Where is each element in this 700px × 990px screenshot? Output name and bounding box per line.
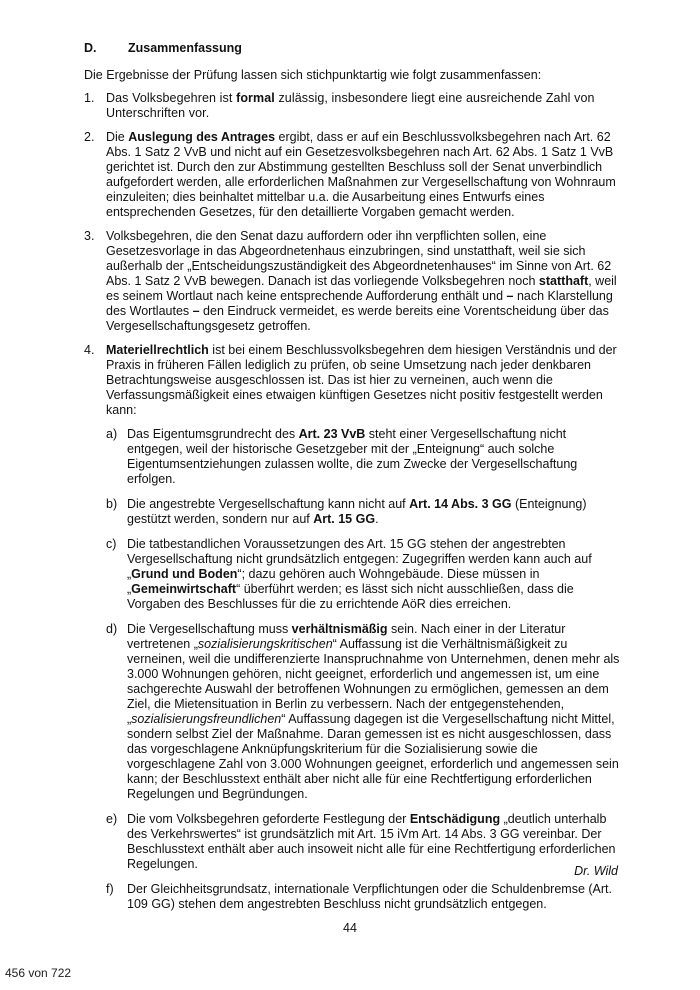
summary-item-4 [84, 343, 620, 912]
subitem-letter: d) [106, 622, 118, 636]
item-text: Das Volksbegehren ist formal zulässig, insbesondere liegt eine ausreichende Zahl von Unterschriften vor. [106, 91, 595, 120]
section-number: D. [84, 41, 97, 55]
subitem-f [106, 882, 620, 912]
subitem-text: Die Vergesellschaftung muss verhältnismäßig sein. Nach einer in der Literatur vertretenen „sozialisierungskritischen“ Auffassung ist die Verhältnismäßigkeit zu verneinen, weil die undifferenzierte Inanspruchnahme von Unternehmen, denen mehr als 3.000 Wohnungen gehören, nicht geeignet, erforderlich und angemessen ist, um eine sachgerechte Auswahl der betroffenen Wohnungen zu ermöglichen, gemessen an dem Ziel, die Mietensituation in Berlin zu verbessern. Nach der entgegenstehenden, „sozialisierungsfreundlichen“ Auffassung dagegen ist die Vergesellschaftung nicht Mittel, sondern selbst Ziel der Maßnahme. Daran gemessen ist es nicht ausgeschlossen, dass das vorgeschlagene Anknüpfungskriterium für die Sozialisierung sowie die vorgeschlagene Zahl von 3.000 Wohnungen geeignet, erforderlich und angemessen sein kann; der Beschlusstext enthält aber nicht alle für eine Rechtfertigung erforderlichen Regelungen und Begründungen. [127, 622, 620, 801]
section-title: Zusammenfassung [128, 41, 242, 55]
subitem-text: Die vom Volksbegehren geforderte Festlegung der Entschädigung „deutlich unterhalb des Verkehrswertes“ ist grundsätzlich mit Art. 15 iVm Art. 14 Abs. 3 GG vereinbar. Der Beschlusstext enthält aber auch insoweit nicht alle für eine Rechtfertigung erforderlichen Regelungen. [127, 812, 616, 871]
author-signature: Dr. Wild [574, 864, 618, 878]
summary-item-3 [84, 229, 620, 334]
item-number: 2. [84, 130, 95, 144]
section-heading [84, 41, 242, 55]
summary-list [84, 91, 620, 922]
summary-item-1 [84, 91, 620, 121]
subitem-text: Die tatbestandlichen Voraussetzungen des Art. 15 GG stehen der angestrebten Vergesellschaftung nicht grundsätzlich entgegen: Zugegriffen werden kann auch auf „Grund und Boden“; dazu gehören auch Wohngebäude. Diese müssen in „Gemeinwirtschaft“ überführt werden; es lässt sich nicht ausschließen, dass die Vorgaben des Beschlusses für die zu errichtende AöR dies erreichen. [127, 537, 592, 611]
pdf-page-indicator: 456 von 722 [5, 966, 72, 980]
subitem-b [106, 497, 620, 527]
item-text: Volksbegehren, die den Senat dazu auffordern oder ihn verpflichten sollen, eine Gesetzesvorlage in das Abgeordnetenhaus einzubringen, sind unstatthaft, weil sie sich außerhalb der „Entscheidungszuständigkeit des Abgeordnetenhauses“ im Sinne von Art. 62 Abs. 1 Satz 2 VvB bewegen. Danach ist das vorliegende Volksbegehren noch statthaft, weil es seinem Wortlaut nach keine entsprechende Aufforderung enthält und – nach Klarstellung des Wortlautes – den Eindruck vermeidet, es werde bereits eine Vorentscheidung über das Vergesellschaftungsgesetz getroffen. [106, 229, 617, 333]
subitem-d [106, 622, 620, 802]
subitem-letter: a) [106, 427, 118, 441]
subitem-text: Die angestrebte Vergesellschaftung kann nicht auf Art. 14 Abs. 3 GG (Enteignung) gestützt werden, sondern nur auf Art. 15 GG. [127, 497, 587, 526]
subitem-e [106, 812, 620, 872]
subitem-letter: e) [106, 812, 118, 826]
page-number: 44 [343, 921, 357, 935]
summary-item-2 [84, 130, 620, 220]
subitem-letter: f) [106, 882, 114, 896]
intro-paragraph: Die Ergebnisse der Prüfung lassen sich stichpunktartig wie folgt zusammenfassen: [84, 68, 542, 82]
subitem-a [106, 427, 620, 487]
item-number: 3. [84, 229, 95, 243]
subitem-text: Das Eigentumsgrundrecht des Art. 23 VvB steht einer Vergesellschaftung nicht entgegen, weil der historische Gesetzgeber mit der „Enteignung“ auch solche Eigentumsentziehungen zulassen wollte, die zum Zwecke der Vergesellschaftung erfolgen. [127, 427, 578, 486]
item-number: 4. [84, 343, 95, 357]
item-text: Materiellrechtlich ist bei einem Beschlussvolksbegehren dem hiesigen Verständnis und der Praxis in früheren Fällen lediglich zu prüfen, ob seine Umsetzung nach jeder denkbaren Betrachtungsweise ausgeschlossen ist. Das ist hier zu verneinen, auch wenn die Verfassungsmäßigkeit eines etwaigen künftigen Gesetzes nicht positiv festgestellt werden kann: [106, 343, 617, 417]
subitem-letter: c) [106, 537, 117, 551]
subitem-text: Der Gleichheitsgrundsatz, internationale Verpflichtungen oder die Schuldenbremse (Art. 109 GG) stehen dem angestrebten Beschluss nicht grundsätzlich entgegen. [127, 882, 612, 911]
item-text: Die Auslegung des Antrages ergibt, dass er auf ein Beschlussvolksbegehren nach Art. 62 Abs. 1 Satz 2 VvB und nicht auf ein Gesetzesvolksbegehren nach Art. 62 Abs. 1 Satz 1 VvB gerichtet ist. Durch den zur Abstimmung gestellten Beschluss soll der Senat unverbindlich aufgefordert werden, alle erforderlichen Maßnahmen zur Vergesellschaftung von Wohnraum einzuleiten; dies beinhaltet mittelbar u.a. die Ausarbeitung eines Entwurfs eines entsprechenden Gesetzes, für den detaillierte Vorgaben gemacht werden. [106, 130, 616, 219]
subitem-c [106, 537, 620, 612]
subitem-letter: b) [106, 497, 118, 511]
item-number: 1. [84, 91, 95, 105]
